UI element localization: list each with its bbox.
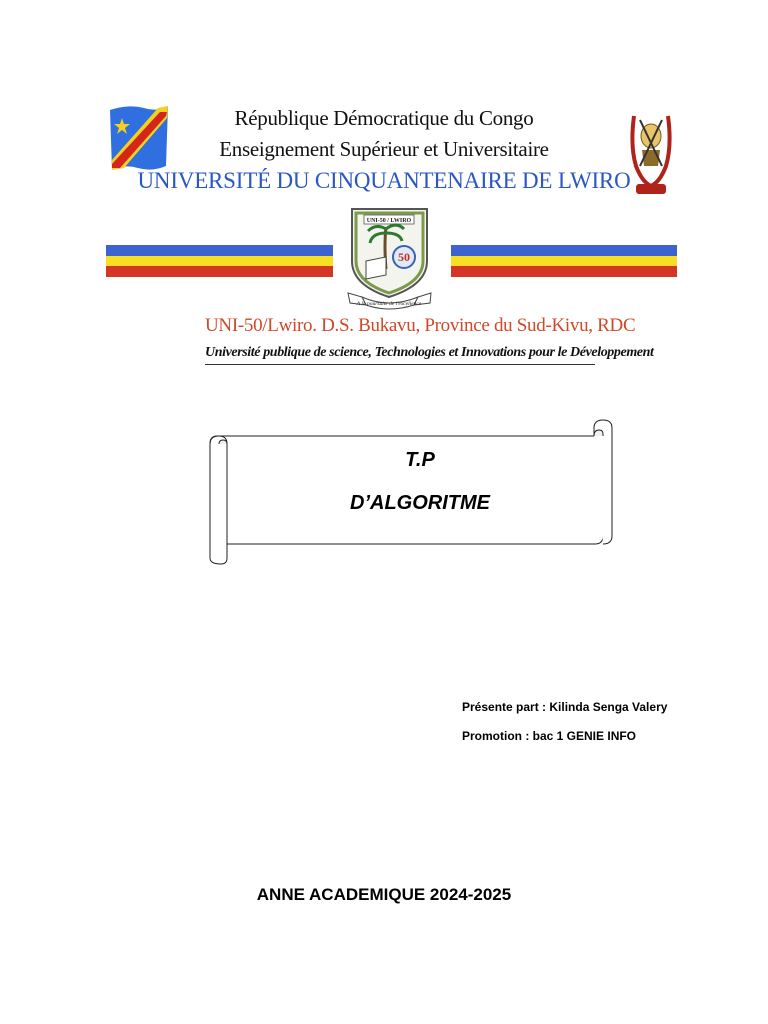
university-seal-icon: [342, 205, 437, 311]
seal-ribbon-text: A la poursuite de l'excellence: [356, 301, 422, 307]
title-line-1: T.P: [405, 449, 435, 471]
academic-year: ANNE ACADEMIQUE 2024-2025: [256, 885, 512, 904]
presented-by: Présente part : Kilinda Senga Valery: [462, 700, 668, 714]
right-stripe: [451, 245, 677, 277]
university-name: UNIVERSITÉ DU CINQUANTENAIRE DE LWIRO: [137, 168, 631, 193]
university-address: UNI-50/Lwiro. D.S. Bukavu, Province du Sud-Kivu, RDC: [205, 315, 636, 336]
country-name: République Démocratique du Congo: [234, 106, 534, 130]
university-motto: Université publique de science, Technologies et Innovations pour le Développement: [205, 345, 595, 365]
svg-text:50: 50: [398, 250, 410, 264]
left-stripe: [106, 245, 333, 277]
seal-top-text: UNI-50 / LWIRO: [366, 218, 412, 224]
ministry-name: Enseignement Supérieur et Universitaire: [219, 137, 549, 161]
promotion: Promotion : bac 1 GENIE INFO: [462, 729, 637, 743]
title-line-2: D’ALGORITME: [350, 492, 490, 514]
